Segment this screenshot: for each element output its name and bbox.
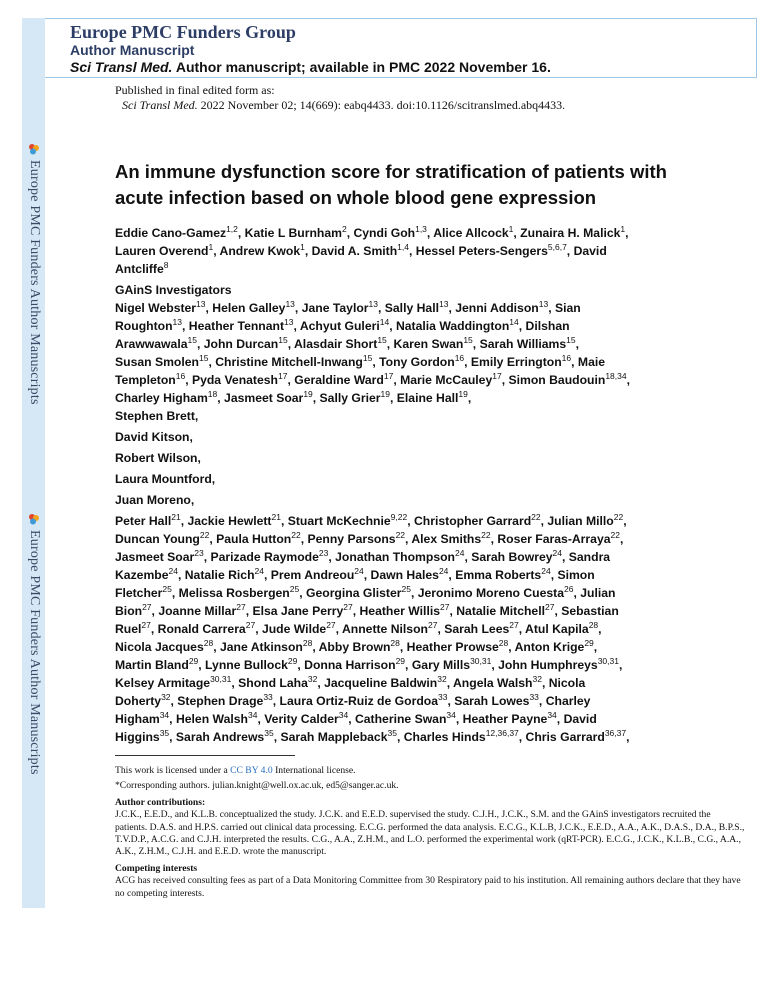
citation-text: 2022 November 02; 14(669): eabq4433. doi:10.1126/scitranslmed.abq4433. (200, 98, 566, 112)
author-line: Fletcher$^{25}$, Melissa Rosbergen$^{25}$, Georgina Glister$^{25}$, Jeronimo Moreno Cuesta$^{26}$, Julian (115, 583, 616, 600)
license-text-end: International license. (275, 765, 356, 776)
author-line: Laura Mountford, (115, 472, 216, 486)
license-note (115, 765, 745, 777)
journal-name: Sci Transl Med. (70, 59, 173, 75)
contributions-heading: Author contributions: (115, 796, 206, 808)
author-line: Bion$^{27}$, Joanne Millar$^{27}$, Elsa Jane Perry$^{27}$, Heather Willis$^{27}$, Natalie Mitchell$^{27}$, Sebastian (115, 601, 619, 618)
consortium-name: GAinS Investigators (115, 283, 232, 297)
author-line: Nigel Webster$^{13}$, Helen Galley$^{13}$, Jane Taylor$^{13}$, Sally Hall$^{13}$, Jenni Addison$^{13}$, Sian (115, 298, 581, 315)
sidebar-label-bottom: Europe PMC Funders Author Manuscripts (27, 530, 42, 775)
header-bottom-rule (45, 77, 757, 78)
header-top-rule (45, 18, 757, 19)
sidebar-label-top: Europe PMC Funders Author Manuscripts (27, 160, 42, 405)
author-line: David Kitson, (115, 430, 193, 444)
title-line-2: acute infection based on whole blood gene expression (115, 187, 597, 208)
author-line: Duncan Young$^{22}$, Paula Hutton$^{22}$, Penny Parsons$^{22}$, Alex Smiths$^{22}$, Roser Faras-Arraya$^{22}$, (115, 529, 624, 546)
europe-pmc-logo-icon (28, 143, 40, 155)
author-line: Templeton$^{16}$, Pyda Venatesh$^{17}$, Geraldine Ward$^{17}$, Marie McCauley$^{17}$, Simon Baudouin$^{18,34}$, (115, 370, 630, 387)
license-link[interactable]: CC BY 4.0 (230, 765, 273, 776)
author-line: Arawwawala$^{15}$, John Durcan$^{15}$, Alasdair Short$^{15}$, Karen Swan$^{15}$, Sarah Williams$^{15}$, (115, 334, 580, 351)
author-line: Jasmeet Soar$^{23}$, Parizade Raymode$^{23}$, Jonathan Thompson$^{24}$, Sarah Bowrey$^{24}$, Sandra (115, 547, 611, 564)
author-line: Juan Moreno, (115, 493, 195, 507)
author-line: Higham$^{34}$, Helen Walsh$^{34}$, Verity Calder$^{34}$, Catherine Swan$^{34}$, Heather Payne$^{34}$, David (115, 709, 597, 726)
author-line: Robert Wilson, (115, 451, 201, 465)
author-line: Roughton$^{13}$, Heather Tennant$^{13}$, Achyut Guleri$^{14}$, Natalia Waddington$^{14}$, Dilshan (115, 316, 570, 333)
author-line: Antcliffe$^8$ (115, 259, 169, 276)
availability-text: Author manuscript; available in PMC 2022 November 16. (175, 59, 551, 75)
author-line: Higgins$^{35}$, Sarah Andrews$^{35}$, Sarah Mappleback$^{35}$, Charles Hinds$^{12,36,37}$, Chris Garrard$^{36,37}$, (115, 727, 630, 744)
corresponding-authors: *Corresponding authors. julian.knight@well.ox.ac.uk, ed5@sanger.ac.uk. (115, 780, 399, 792)
article-title (115, 159, 735, 211)
author-line: Eddie Cano-Gamez$^{1,2}$, Katie L Burnham$^2$, Cyndi Goh$^{1,3}$, Alice Allcock$^1$, Zunaira H. Malick$^1$, (115, 223, 629, 240)
footnote-rule (115, 755, 295, 756)
header-right-rule (756, 18, 757, 78)
journal-availability (70, 59, 551, 75)
author-line: Kazembe$^{24}$, Natalie Rich$^{24}$, Prem Andreou$^{24}$, Dawn Hales$^{24}$, Emma Roberts$^{24}$, Simon (115, 565, 595, 582)
author-line: Martin Bland$^{29}$, Lynne Bullock$^{29}$, Donna Harrison$^{29}$, Gary Mills$^{30,31}$, John Humphreys$^{30,31}$, (115, 655, 623, 672)
funders-group: Europe PMC Funders Group (70, 22, 296, 42)
author-line: Kelsey Armitage$^{30,31}$, Shond Laha$^{32}$, Jacqueline Baldwin$^{32}$, Angela Walsh$^{32}$, Nicola (115, 673, 586, 690)
author-list (115, 224, 740, 746)
author-line: Ruel$^{27}$, Ronald Carrera$^{27}$, Jude Wilde$^{27}$, Annette Nilson$^{27}$, Sarah Lees$^{27}$, Atul Kapila$^{28}$, (115, 619, 602, 636)
competing-heading: Competing interests (115, 862, 198, 874)
author-line: Nicola Jacques$^{28}$, Jane Atkinson$^{28}$, Abby Brown$^{28}$, Heather Prowse$^{28}$, Anton Krige$^{29}$, (115, 637, 598, 654)
author-line: Lauren Overend$^1$, Andrew Kwok$^1$, David A. Smith$^{1,4}$, Hessel Peters-Sengers$^{5,6,7}$, David (115, 241, 607, 258)
author-line: Stephen Brett, (115, 409, 199, 423)
footnotes (115, 765, 745, 900)
published-intro: Published in final edited form as: (115, 83, 275, 97)
author-manuscript-label: Author Manuscript (70, 42, 195, 58)
title-line-1: An immune dysfunction score for stratification of patients with (115, 161, 667, 182)
published-citation (122, 98, 565, 113)
contributions-text: J.C.K., E.E.D., and K.L.B. conceptualized the study. J.C.K. and E.E.D. supervised the study. C.J.H., J.C.K., S.M. and the GAinS investigators recruited the patients. D.A.S. and H.P.S. carried out clinical data processing. E.C.G. performed the data analysis. E.C.G., K.L.B, J.C.K., E.E.D., A.A., A.K., D.A.S., D.A., B.P.S., T.V.D.P., A.C.G. and C.J.H. interpreted the results. C.G., A.A., Z.H.M., and L.O. performed the experimental work (qRT-PCR). E.C.G., J.C.K., K.L.B., C.G., A.A., A.K., Z.H.M., C.J.H. and E.E.D. wrote the manuscript. (115, 809, 745, 858)
license-text: This work is licensed under a (115, 765, 228, 776)
published-journal: Sci Transl Med. (122, 98, 198, 112)
competing-text: ACG has received consulting fees as part of a Data Monitoring Committee from 30 Respiratory paid to his institution. All remaining authors declare that they have no competing interests. (115, 875, 741, 899)
europe-pmc-logo-icon (28, 513, 40, 525)
author-line: Peter Hall$^{21}$, Jackie Hewlett$^{21}$, Stuart McKechnie$^{9,22}$, Christopher Garrard$^{22}$, Julian Millo$^{22}$, (115, 511, 627, 528)
author-line: Doherty$^{32}$, Stephen Drage$^{33}$, Laura Ortiz-Ruiz de Gordoa$^{33}$, Sarah Lowes$^{33}$, Charley (115, 691, 591, 708)
author-line: Susan Smolen$^{15}$, Christine Mitchell-Inwang$^{15}$, Tony Gordon$^{16}$, Emily Errington$^{16}$, Maie (115, 352, 606, 369)
author-line: Charley Higham$^{18}$, Jasmeet Soar$^{19}$, Sally Grier$^{19}$, Elaine Hall$^{19}$, (115, 388, 472, 405)
